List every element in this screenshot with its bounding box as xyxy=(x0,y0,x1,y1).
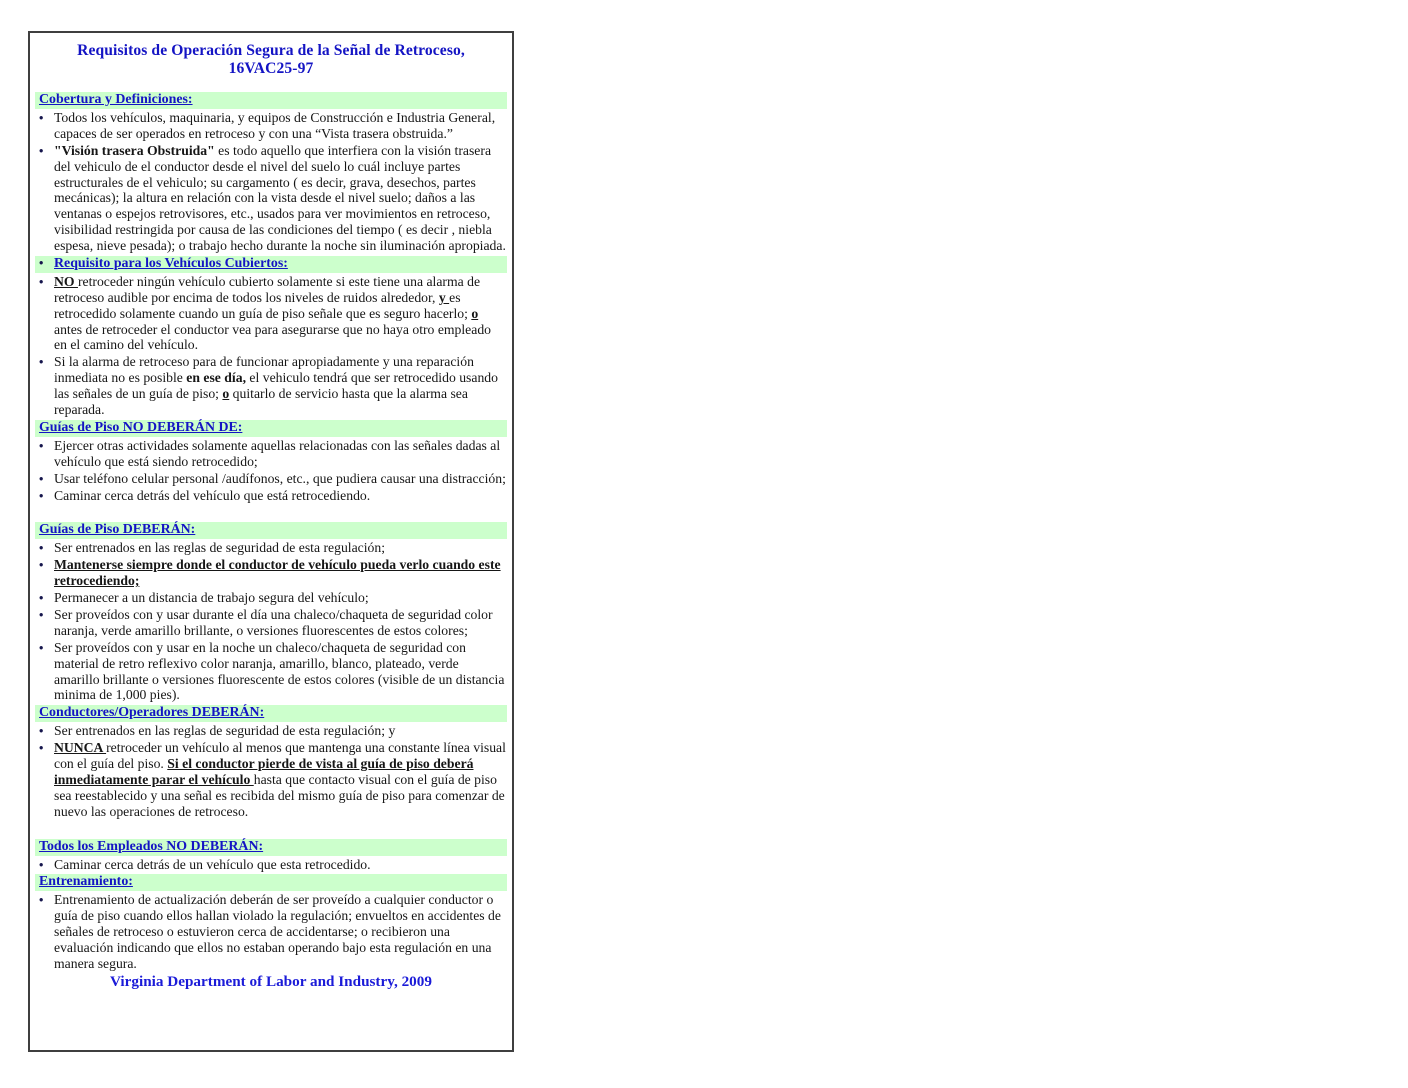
bullet-item xyxy=(35,590,507,606)
bullet-item-text: Si la alarma de retroceso para de funcionar apropiadamente y una reparación inmediata no es posible en ese día, el vehiculo tendrá que ser retrocedido usando las señales de un guía de piso; o quitarlo de servicio hasta que la alarma sea reparada. xyxy=(54,354,498,418)
bullet-item xyxy=(35,557,507,589)
bullet-item-text: Ser proveídos con y usar durante el día una chaleco/chaqueta de seguridad color naranja, verde amarillo brillante, o versiones fluorescentes de estos colores; xyxy=(54,606,493,638)
bullet-icon: • xyxy=(39,488,44,503)
bullet-icon: • xyxy=(39,438,44,453)
bullet-item-text: Caminar cerca detrás de un vehículo que esta retrocedido. xyxy=(54,856,371,872)
bullet-item xyxy=(35,540,507,556)
section-heading xyxy=(35,420,507,437)
bullet-icon: • xyxy=(39,607,44,622)
bullet-icon: • xyxy=(39,541,44,556)
bullet-item-text: Usar teléfono celular personal /audífonos, etc., que pudiera causar una distracción; xyxy=(54,470,506,486)
bullet-item-text: Ser entrenados en las reglas de seguridad de esta regulación; y xyxy=(54,723,396,739)
bullet-item xyxy=(35,640,507,704)
bullet-item xyxy=(35,354,507,418)
bullet-icon: • xyxy=(39,143,44,158)
bullet-item xyxy=(35,740,507,819)
bullet-icon: • xyxy=(39,893,44,908)
bullet-icon: • xyxy=(39,640,44,655)
section-heading xyxy=(35,705,507,722)
section-heading-label: Todos los Empleados NO DEBERÁN: xyxy=(39,838,264,854)
section-heading xyxy=(35,92,507,109)
document-box xyxy=(28,31,514,1052)
bullet-icon: • xyxy=(39,724,44,739)
bullet-item xyxy=(35,488,507,504)
bullet-item xyxy=(35,110,507,142)
bullet-item-text: "Visión trasera Obstruida" es todo aquello que interfiera con la visión trasera del vehiculo de el conductor desde el nivel del suelo lo cuál incluye partes estructurales de el vehiculo; su cargamento ( es decir, grava, desechos, partes mecánicas); la altura en relación con la vista desde el nivel suelo; daños a las ventanas o espejos retrovisores, etc., usados para ver movimientos en retroceso, visibilidad restringida por causa de las condiciones del tiempo ( es decir , niebla espesa, nieve pesada); o trabajo hecho durante la noche sin iluminación apropiada. xyxy=(54,142,506,254)
bullet-icon: • xyxy=(39,558,44,573)
bullet-item xyxy=(35,471,507,487)
section-heading xyxy=(35,839,507,856)
bullet-icon: • xyxy=(39,857,44,872)
section-heading xyxy=(35,874,507,891)
section-heading-label: Requisito para los Vehículos Cubiertos: xyxy=(54,255,288,271)
section-heading-label: Conductores/Operadores DEBERÁN: xyxy=(39,705,265,721)
section-heading-label: Entrenamiento: xyxy=(39,874,133,890)
section-heading-label: Guías de Piso NO DEBERÁN DE: xyxy=(39,419,243,435)
bullet-item-text: Ejercer otras actividades solamente aquellas relacionadas con las señales dadas al vehículo que está siendo retrocedido; xyxy=(54,437,501,469)
bullet-item-text: Todos los vehículos, maquinaria, y equipos de Construcción e Industria General, capaces de ser operados en retroceso y con una “Vista trasera obstruida.” xyxy=(54,109,496,141)
bullet-item-text: Entrenamiento de actualización deberán de ser proveído a cualquier conductor o guía de piso cuando ellos hallan violado la regulación; envueltos en accidentes de señales de retroceso o estuvieron cerca de accidentarse; o recibieron una evaluación indicando que ellos no estaban operando bajo esta regulación en una manera segura. xyxy=(54,892,501,971)
sections-container xyxy=(35,92,507,972)
bullet-item xyxy=(35,274,507,353)
bullet-icon: • xyxy=(39,355,44,370)
bullet-item-text: Mantenerse siempre donde el conductor de vehículo pueda verlo cuando este retrocediendo; xyxy=(54,557,501,589)
bullet-icon: • xyxy=(39,110,44,125)
bullet-item xyxy=(35,892,507,971)
section-heading-label: Cobertura y Definiciones: xyxy=(39,92,193,107)
bullet-item xyxy=(35,857,507,873)
page-title: Requisitos de Operación Segura de la Señal de Retroceso, 16VAC25-97 xyxy=(77,42,465,77)
section-heading-label: Guías de Piso DEBERÁN: xyxy=(39,522,196,538)
bullet-item xyxy=(35,607,507,639)
bullet-item-text: NO retroceder ningún vehículo cubierto solamente si este tiene una alarma de retroceso audible por encima de todos los niveles de ruidos alrededor, y es retrocedido solamente cuando un guía de piso señale que es seguro hacerlo; o antes de retroceder el conductor vea para asegurarse que no haya otro empleado en el camino del vehículo. xyxy=(54,273,492,353)
bullet-item-text: NUNCA retroceder un vehículo al menos que mantenga una constante línea visual con el guía del piso. Si el conductor pierde de vista al guía de piso deberá inmediatamente parar el vehículo hasta que contacto visual con el guía de piso sea reestablecido y una señal es recibida del mismo guía de piso para comenzar de nuevo las operaciones de retroceso. xyxy=(54,740,506,819)
bullet-item-text: Ser entrenados en las reglas de seguridad de esta regulación; xyxy=(54,540,386,556)
bullet-icon: • xyxy=(39,471,44,486)
bullet-item xyxy=(35,723,507,739)
bullet-icon: • xyxy=(39,255,44,270)
bullet-item-text: Permanecer a un distancia de trabajo segura del vehículo; xyxy=(54,590,369,606)
bullet-icon: • xyxy=(39,591,44,606)
bullet-icon: • xyxy=(39,274,44,289)
document-footer: Virginia Department of Labor and Industry, 2009 xyxy=(110,972,432,990)
bullet-item-text: Ser proveídos con y usar en la noche un chaleco/chaqueta de seguridad con material de retro reflexivo color naranja, amarillo, blanco, plateado, verde amarillo brillante o versiones fluorescente de estos colores (visible de un distancia minima de 1,000 pies). xyxy=(54,639,505,703)
section-heading xyxy=(35,256,507,273)
bullet-item xyxy=(35,438,507,470)
bullet-icon: • xyxy=(39,741,44,756)
section-heading xyxy=(35,522,507,539)
bullet-item-text: Caminar cerca detrás del vehículo que está retrocediendo. xyxy=(54,487,371,503)
bullet-item xyxy=(35,143,507,254)
